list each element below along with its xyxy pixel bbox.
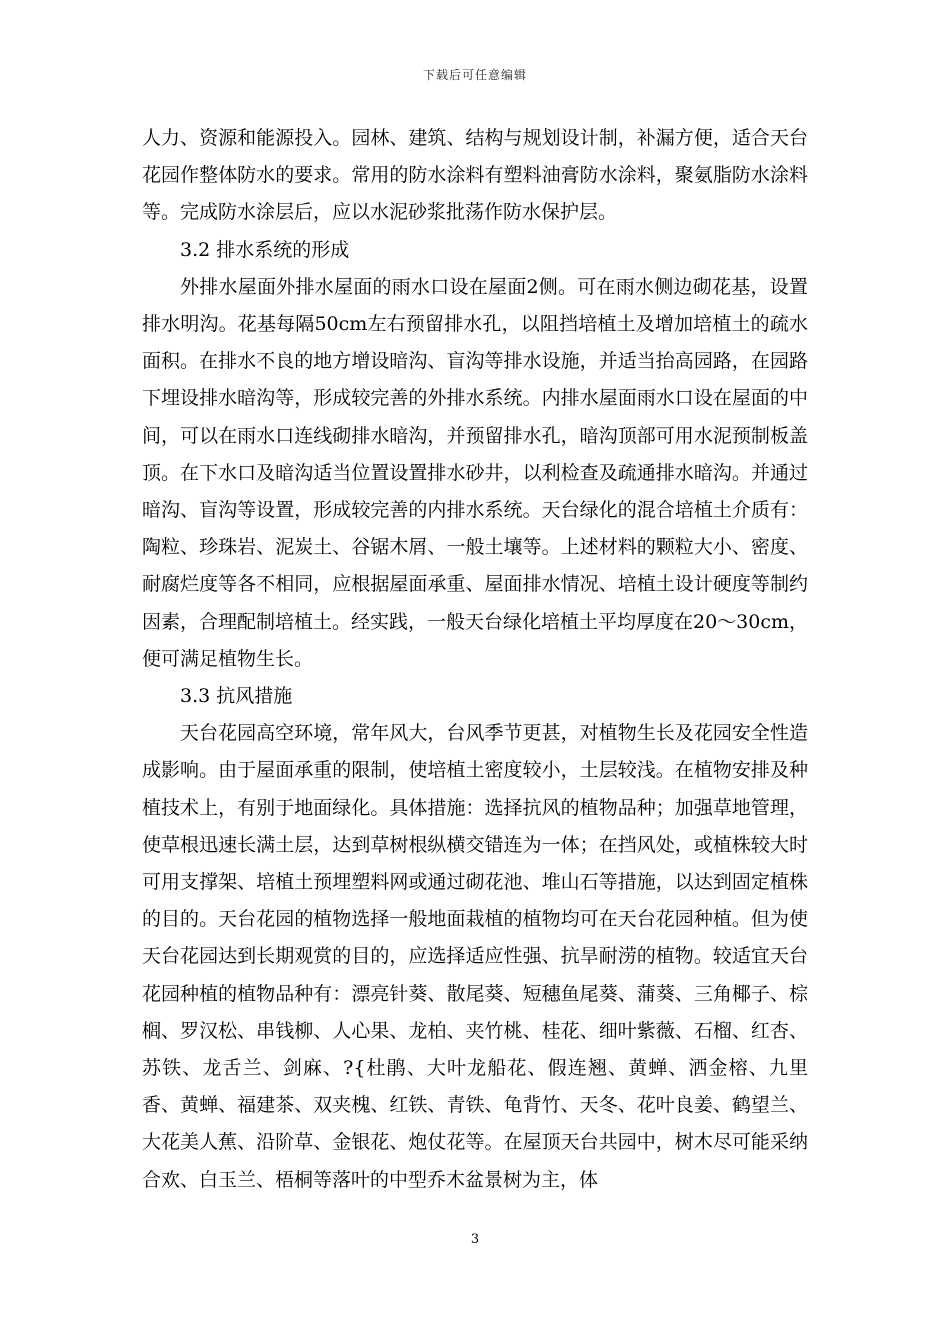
- paragraph-drainage: 外排水屋面外排水屋面的雨水口设在屋面2侧。可在雨水侧边砌花基，设置排水明沟。花基每隔50cm左右预留排水孔，以阻挡培植土及增加培植土的疏水面积。在排水不良的地方增设暗沟、盲沟等排水设施，并适当抬高园路，在园路下埋设排水暗沟等，形成较完善的外排水系统。内排水屋面雨水口设在屋面的中间，可以在雨水口连线砌排水暗沟，并预留排水孔，暗沟顶部可用水泥预制板盖顶。在下水口及暗沟适当位置设置排水砂井，以利检查及疏通排水暗沟。并通过暗沟、盲沟等设置，形成较完善的内排水系统。天台绿化的混合培植土介质有：陶粒、珍珠岩、泥炭土、谷锯木屑、一般土壤等。上述材料的颗粒大小、密度、耐腐烂度等各不相同，应根据屋面承重、屋面排水情况、培植土设计硬度等制约因素，合理配制培植土。经实践，一般天台绿化培植土平均厚度在20～30cm，便可满足植物生长。: [142, 275, 809, 670]
- document-body: [142, 120, 808, 1199]
- page-header: 下载后可任意编辑: [422, 68, 527, 82]
- page-number: 3: [470, 1232, 480, 1247]
- section-heading-drainage: 3.2 排水系统的形成: [180, 238, 350, 261]
- paragraph-waterproofing-continued: 人力、资源和能源投入。园林、建筑、结构与规划设计制，补漏方便，适合天台花园作整体防水的要求。常用的防水涂料有塑料油膏防水涂料，聚氨脂防水涂料等。完成防水涂层后，应以水泥砂浆批荡作防水保护层。: [142, 127, 808, 224]
- section-heading-wind-resistance: 3.3 抗风措施: [180, 685, 293, 708]
- paragraph-wind-resistance: 天台花园高空环境，常年风大，台风季节更甚，对植物生长及花园安全性造成影响。由于屋面承重的限制，使培植土密度较小，土层较浅。在植物安排及种植技术上，有别于地面绿化。具体措施：选择抗风的植物品种；加强草地管理，使草根迅速长满土层，达到草树根纵横交错连为一体；在挡风处，或植株较大时可用支撑架、培植土预埋塑料网或通过砌花池、堆山石等措施，以达到固定植株的目的。天台花园的植物选择一般地面栽植的植物均可在天台花园种植。但为使天台花园达到长期观赏的目的，应选择适应性强、抗旱耐涝的植物。较适宜天台花园种植的植物品种有：漂亮针葵、散尾葵、短穗鱼尾葵、蒲葵、三角椰子、棕榈、罗汉松、串钱柳、人心果、龙柏、夹竹桃、桂花、细叶紫薇、石榴、红杏、苏铁、龙舌兰、剑麻、?{杜鹃、大叶龙船花、假连翘、黄蝉、洒金榕、九里香、黄蝉、福建茶、双夹槐、红铁、青铁、龟背竹、天冬、花叶良姜、鹤望兰、大花美人蕉、沿阶草、金银花、炮仗花等。在屋顶天台共园中，树木尽可能采纳合欢、白玉兰、梧桐等落叶的中型乔木盆景树为主，体: [142, 722, 808, 1191]
